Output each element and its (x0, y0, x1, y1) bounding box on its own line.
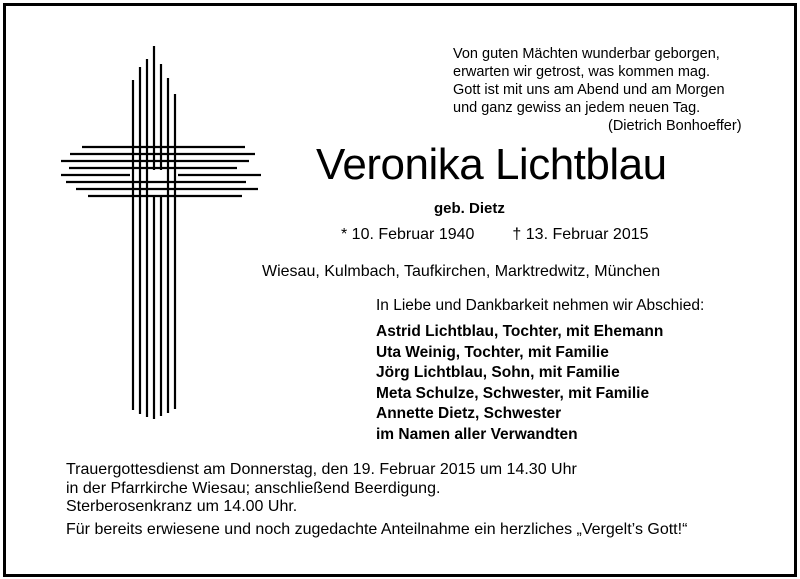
quote-line: Von guten Mächten wunderbar geborgen, (453, 46, 720, 62)
obituary-frame (3, 3, 797, 577)
birth-date: * 10. Februar 1940 (341, 226, 475, 243)
list-item: im Namen aller Verwandten (376, 425, 578, 443)
list-item: Jörg Lichtblau, Sohn, mit Familie (376, 364, 620, 381)
funeral-service-info (66, 461, 577, 517)
quote-line: erwarten wir getrost, was kommen mag. (453, 64, 711, 80)
deceased-name: Veronika Lichtblau (316, 140, 667, 189)
list-item: Uta Weinig, Tochter, mit Familie (376, 343, 609, 361)
death-date: † 13. Februar 2015 (512, 226, 649, 243)
service-line: in der Pfarrkirche Wiesau; anschließend Beerdigung. (66, 479, 441, 497)
farewell-intro: In Liebe und Dankbarkeit nehmen wir Abschied: (376, 297, 705, 314)
bonhoeffer-quote (453, 45, 742, 135)
quote-line: Gott ist mit uns am Abend und am Morgen (453, 82, 725, 98)
mourners-list (376, 322, 663, 445)
quote-line: und ganz gewiss an jedem neuen Tag. (453, 100, 701, 116)
quote-author: (Dietrich Bonhoeffer) (608, 118, 742, 134)
life-dates (341, 226, 649, 244)
places-of-life: Wiesau, Kulmbach, Taufkirchen, Marktredwitz, München (262, 263, 661, 280)
thanks-note: Für bereits erwiesene und noch zugedachte Anteilnahme ein herzliches „Vergelt’s Gott!“ (66, 521, 688, 538)
list-item: Astrid Lichtblau, Tochter, mit Ehemann (376, 323, 664, 340)
list-item: Meta Schulze, Schwester, mit Familie (376, 384, 650, 402)
service-line: Sterberosenkranz um 14.00 Uhr. (66, 498, 298, 515)
list-item: Annette Dietz, Schwester (376, 405, 562, 422)
service-line: Trauergottesdienst am Donnerstag, den 19. Februar 2015 um 14.30 Uhr (66, 461, 577, 478)
maiden-name: geb. Dietz (434, 200, 505, 217)
